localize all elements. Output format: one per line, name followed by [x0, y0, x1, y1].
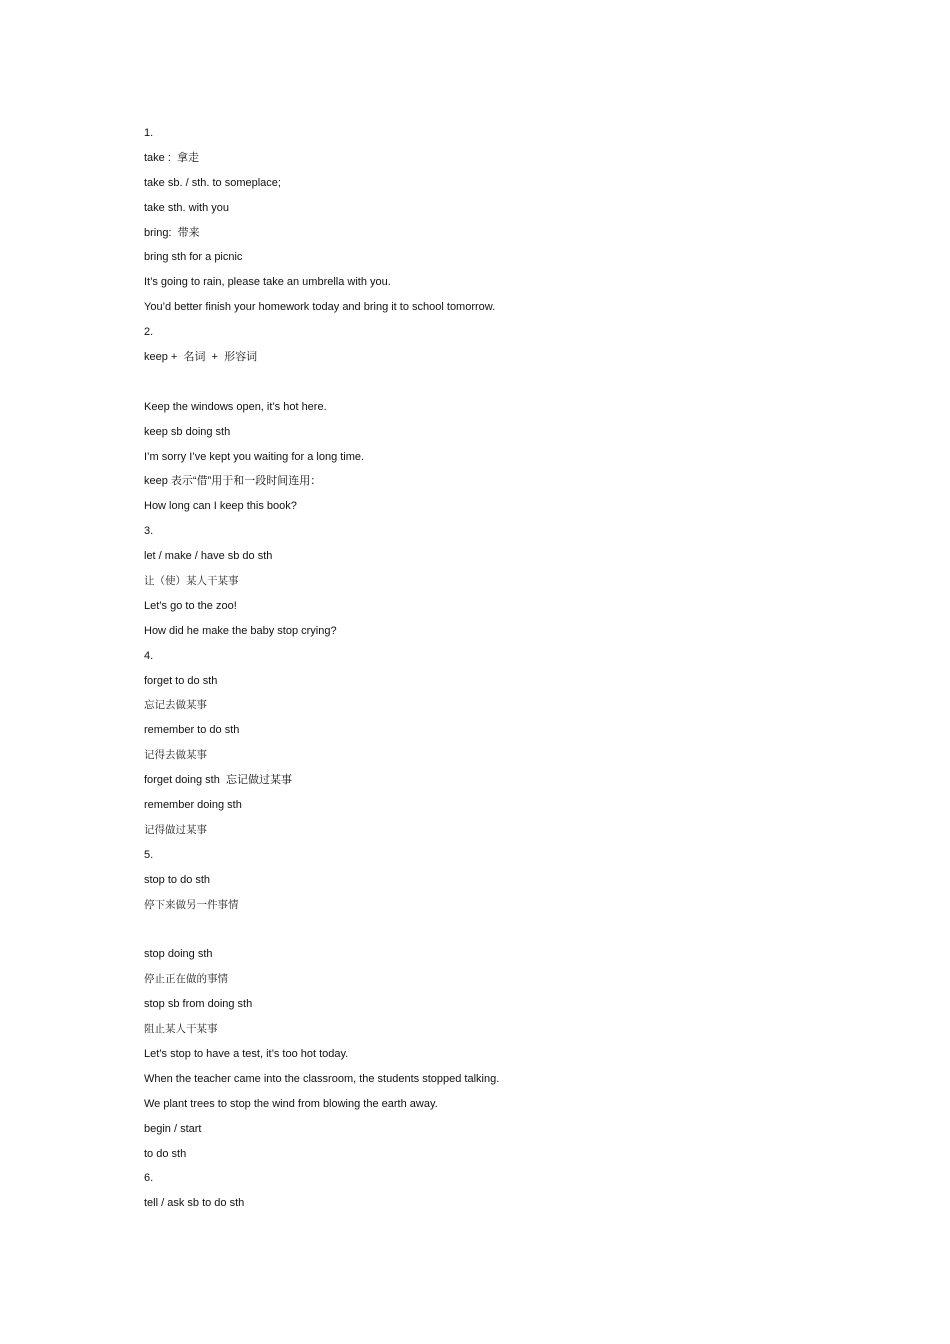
- text-line: take sb. / sth. to someplace;: [144, 176, 281, 189]
- text-line: You’d better finish your homework today and bring it to school tomorrow.: [144, 301, 496, 314]
- text-line: When the teacher came into the classroom, the students stopped talking.: [144, 1072, 500, 1085]
- section-number: 4.: [144, 649, 154, 662]
- text-line: to do sth: [144, 1147, 187, 1160]
- section-number: 3.: [144, 525, 154, 538]
- text-line: bring sth for a picnic: [144, 251, 243, 264]
- text-line: It’s going to rain, please take an umbrella with you.: [144, 276, 391, 289]
- text-line: bring: 带来: [144, 226, 200, 239]
- text-line: 停止正在做的事情: [144, 973, 228, 986]
- text-line: I’m sorry I’ve kept you waiting for a long time.: [144, 450, 365, 463]
- blank-line: [144, 921, 844, 946]
- document-page: [144, 124, 844, 1219]
- text-line: How long can I keep this book?: [144, 500, 297, 513]
- text-line: take : 拿走: [144, 151, 200, 164]
- text-line: Keep the windows open, it’s hot here.: [144, 400, 327, 413]
- text-line: Let’s go to the zoo!: [144, 599, 237, 612]
- text-line: Let’s stop to have a test, it’s too hot today.: [144, 1047, 349, 1060]
- text-line: stop doing sth: [144, 948, 213, 961]
- text-line: let / make / have sb do sth: [144, 550, 273, 563]
- text-line: 忘记去做某事: [144, 699, 207, 712]
- section-number: 1.: [144, 127, 154, 139]
- text-line: 记得去做某事: [144, 749, 207, 762]
- blank-line: [144, 373, 844, 398]
- text-line: 让（使）某人干某事: [144, 575, 239, 588]
- text-line: forget doing sth 忘记做过某事: [144, 774, 292, 787]
- text-line: keep sb doing sth: [144, 425, 231, 438]
- text-line: 阻止某人干某事: [144, 1023, 218, 1036]
- text-line: keep 表示“借”用于和一段时间连用：: [144, 475, 322, 488]
- text-line: tell / ask sb to do sth: [144, 1197, 245, 1210]
- text-line: 记得做过某事: [144, 823, 207, 836]
- text-line: remember to do sth: [144, 724, 240, 737]
- text-line: keep + 名词 + 形容词: [144, 351, 258, 364]
- text-line: We plant trees to stop the wind from blowing the earth away.: [144, 1097, 438, 1110]
- text-line: take sth. with you: [144, 201, 229, 214]
- text-line: How did he make the baby stop crying?: [144, 624, 337, 637]
- text-line: stop to do sth: [144, 873, 211, 886]
- section-number: 2.: [144, 326, 154, 339]
- text-line: remember doing sth: [144, 799, 242, 812]
- text-line: begin / start: [144, 1122, 202, 1135]
- text-line: stop sb from doing sth: [144, 998, 253, 1011]
- section-number: 5.: [144, 848, 154, 861]
- text-line: 停下来做另一件事情: [144, 898, 239, 911]
- text-line: forget to do sth: [144, 674, 218, 687]
- section-number: 6.: [144, 1172, 154, 1185]
